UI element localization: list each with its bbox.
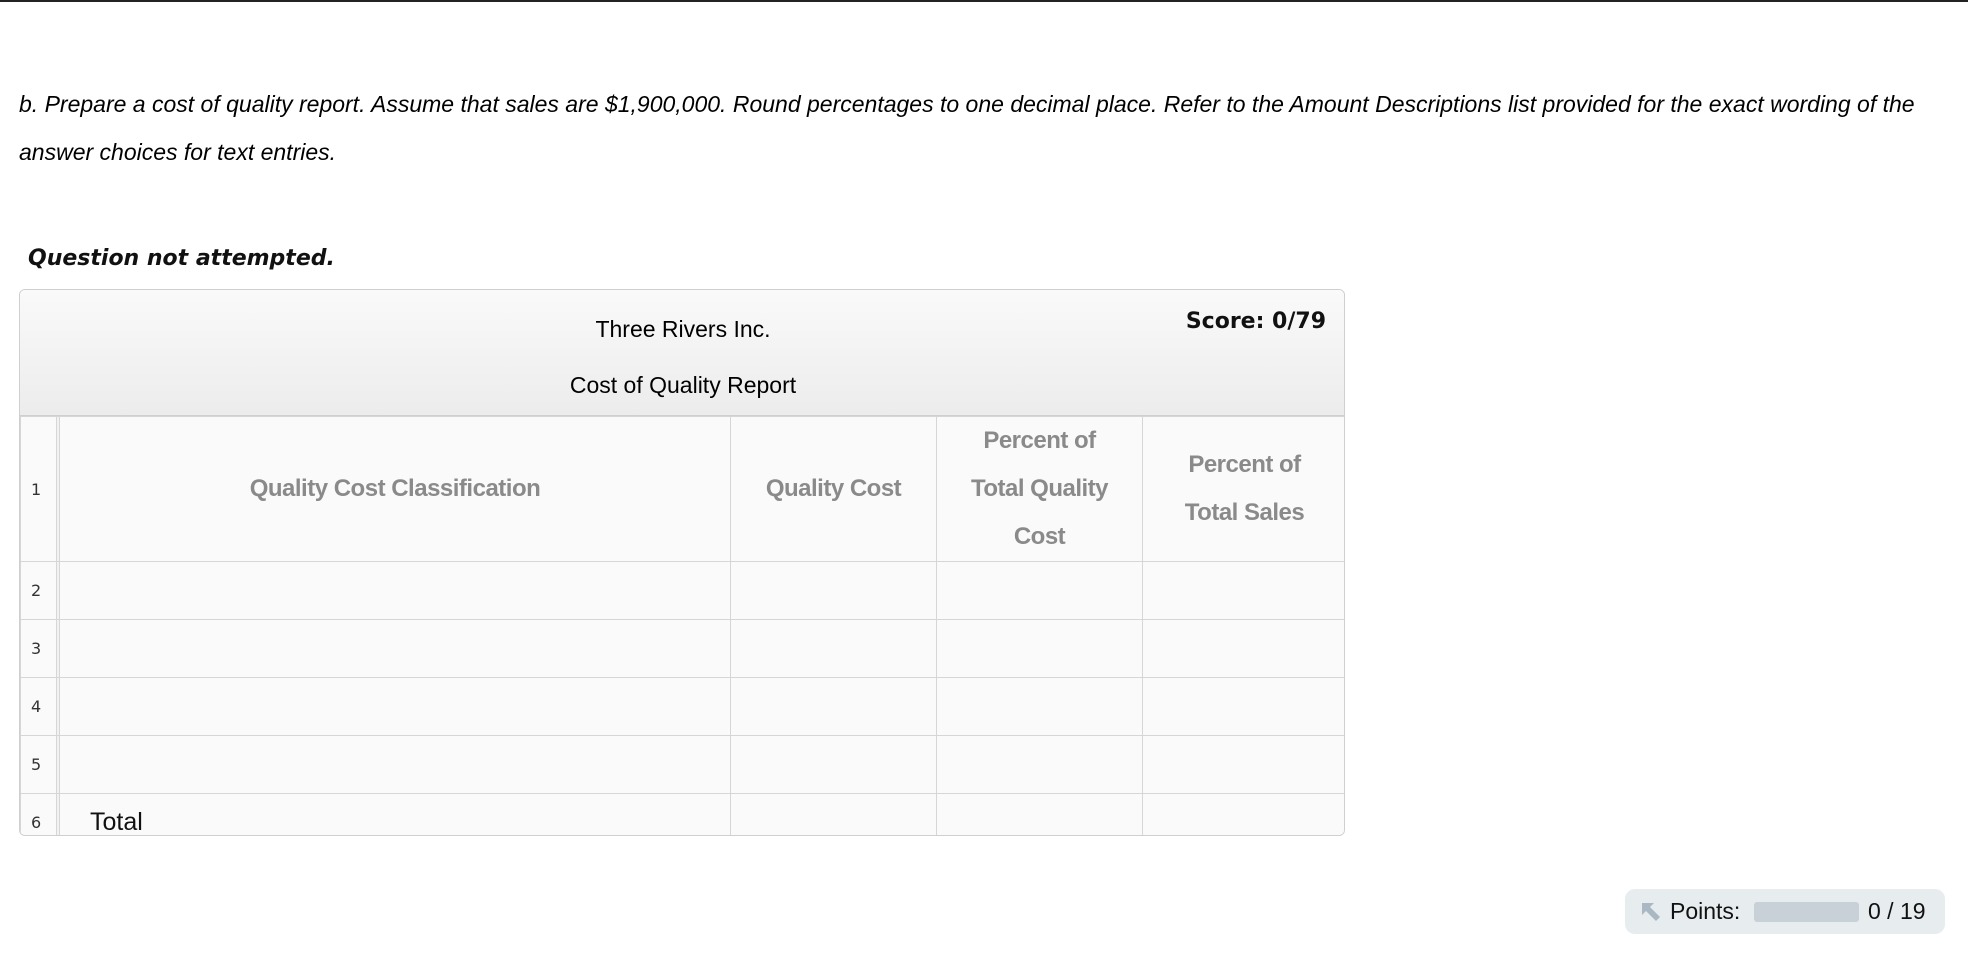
quality-cost-cell[interactable]: [731, 678, 937, 736]
total-quality-cost-cell[interactable]: [731, 794, 937, 837]
classification-cell[interactable]: [60, 562, 731, 620]
report-title: Cost of Quality Report: [569, 372, 797, 398]
percent-sales-cell[interactable]: [1143, 620, 1346, 678]
question-instructions: b. Prepare a cost of quality report. Assume that sales are $1,900,000. Round percentages to one decimal place. Refer to the Amount Descriptions list provided for the exact wording of the answer choices for text entries.: [19, 91, 1915, 165]
report-table: [20, 416, 1345, 836]
total-percent-sales-cell[interactable]: [1143, 794, 1346, 837]
total-label: Total: [60, 794, 731, 837]
company-name: Three Rivers Inc.: [595, 316, 771, 342]
points-indicator: [1625, 889, 1945, 934]
score-display: Score: 0/79: [1185, 309, 1326, 334]
row-number: 2: [21, 562, 57, 620]
quality-cost-cell[interactable]: [731, 562, 937, 620]
percent-quality-cell[interactable]: [937, 678, 1143, 736]
column-header-classification: Quality Cost Classification: [60, 417, 731, 562]
worksheet-header: [20, 290, 1344, 416]
percent-quality-cell[interactable]: [937, 736, 1143, 794]
points-progress-bar: [1754, 902, 1859, 922]
cost-of-quality-worksheet: [19, 289, 1345, 836]
column-header-text: Percent of Total Sales: [1184, 451, 1305, 526]
percent-quality-cell[interactable]: [937, 562, 1143, 620]
points-label: Points:: [1670, 898, 1741, 924]
top-divider: [0, 0, 1968, 2]
column-header-percent-quality: [937, 417, 1143, 562]
table-row: [21, 736, 1346, 794]
row-number: 5: [21, 736, 57, 794]
row-number: 3: [21, 620, 57, 678]
percent-quality-cell[interactable]: [937, 620, 1143, 678]
classification-cell[interactable]: [60, 620, 731, 678]
row-number: 6: [21, 794, 57, 837]
column-header-quality-cost: Quality Cost: [731, 417, 937, 562]
row-number: 1: [21, 417, 57, 562]
classification-cell[interactable]: [60, 736, 731, 794]
table-header-row: [21, 417, 1346, 562]
classification-cell[interactable]: [60, 678, 731, 736]
quality-cost-cell[interactable]: [731, 736, 937, 794]
table-row: [21, 620, 1346, 678]
attempt-status: Question not attempted.: [28, 246, 335, 271]
table-row: [21, 678, 1346, 736]
percent-sales-cell[interactable]: [1143, 562, 1346, 620]
column-header-text: Percent of Total Quality Cost: [970, 427, 1109, 550]
points-arrow-icon: [1640, 901, 1662, 923]
table-row: [21, 794, 1346, 837]
row-number: 4: [21, 678, 57, 736]
points-value: 0 / 19: [1868, 898, 1926, 924]
table-row: [21, 562, 1346, 620]
total-percent-quality-cell[interactable]: [937, 794, 1143, 837]
quality-cost-cell[interactable]: [731, 620, 937, 678]
column-header-percent-sales: [1143, 417, 1346, 562]
percent-sales-cell[interactable]: [1143, 678, 1346, 736]
percent-sales-cell[interactable]: [1143, 736, 1346, 794]
